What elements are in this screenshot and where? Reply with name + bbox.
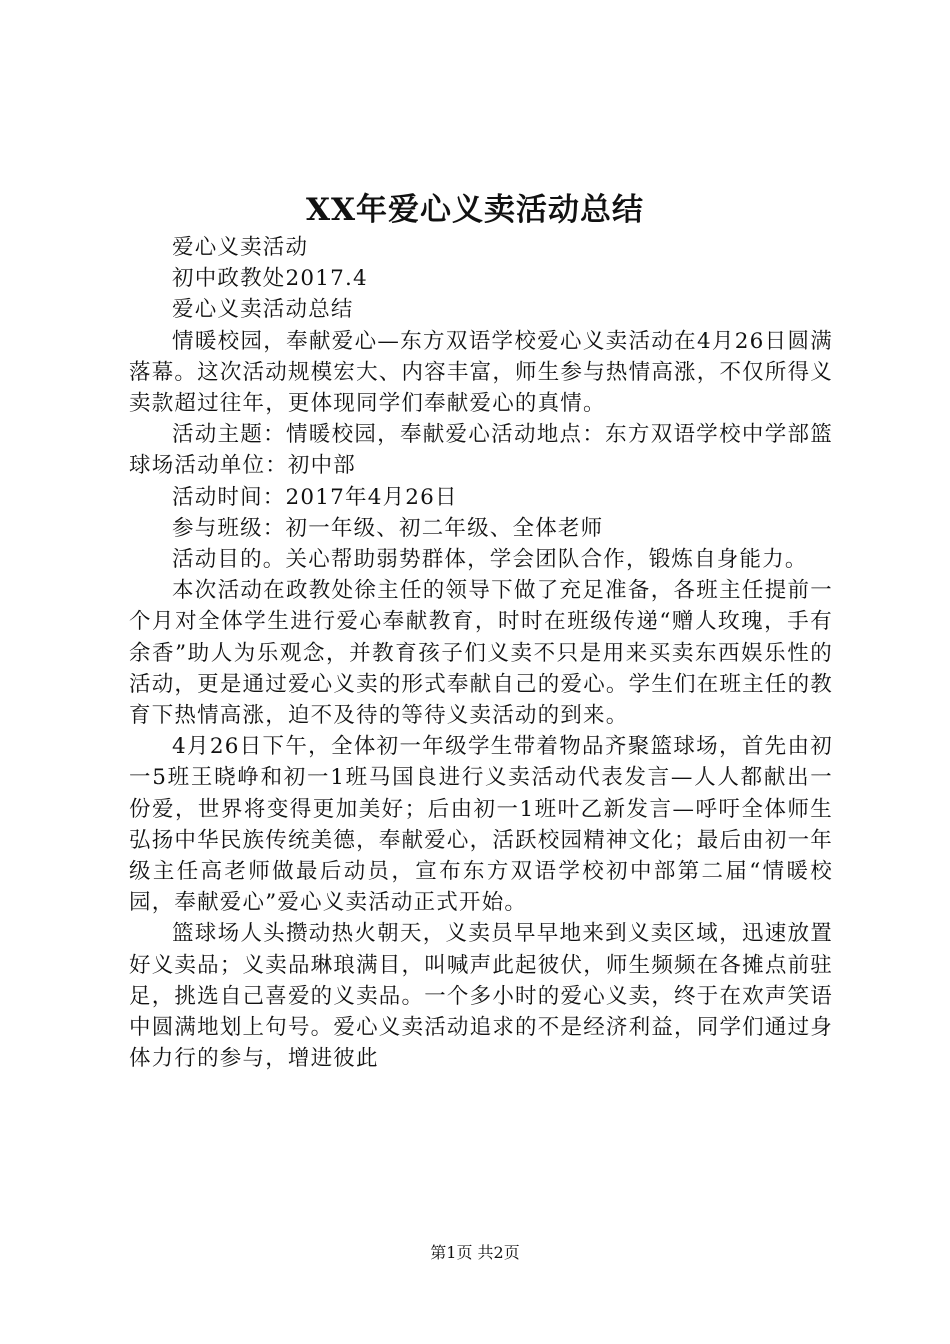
paragraph-11: 篮球场人头攒动热火朝天，义卖员早早地来到义卖区域，迅速放置好义卖品；义卖品琳琅满目，叫喊声此起彼伏，师生频频在各摊点前驻足，挑选自己喜爱的义卖品。一个多小时的爱心义卖，终于在欢声笑语中圆满地划上句号。爱心义卖活动追求的不是经济利益，同学们通过身体力行的参与，增进彼此 (129, 921, 833, 1072)
paragraph-9: 本次活动在政教处徐主任的领导下做了充足准备，各班主任提前一个月对全体学生进行爱心奉献教育，时时在班级传递“赠人玫瑰，手有余香”助人为乐观念，并教育孩子们义卖不只是用来买卖东西娱乐性的活动，更是通过爱心义卖的形式奉献自己的爱心。学生们在班主任的教育下热情高涨，迫不及待的等待义卖活动的到来。 (129, 578, 833, 729)
paragraph-1: 爱心义卖活动 (172, 235, 309, 260)
paragraph-6: 活动时间：2017年4月26日 (172, 484, 458, 510)
document-body (129, 232, 833, 1074)
paragraph-2: 初中政教处2017.4 (172, 266, 368, 292)
page-footer: 第1页 共2页 (430, 1243, 520, 1262)
document-title: XX年爱心义卖活动总结 (305, 192, 645, 228)
paragraph-8: 活动目的。关心帮助弱势群体，学会团队合作，锻炼自身能力。 (172, 547, 808, 573)
paragraph-7: 参与班级：初一年级、初二年级、全体老师 (172, 515, 604, 541)
paragraph-4: 情暖校园，奉献爱心—东方双语学校爱心义卖活动在4月26日圆满落幕。这次活动规模宏大、内容丰富，师生参与热情高涨，不仅所得义卖款超过往年，更体现同学们奉献爱心的真情。 (129, 328, 833, 417)
paragraph-10: 4月26日下午，全体初一年级学生带着物品齐聚篮球场，首先由初一5班王晓峥和初一1班马国良进行义卖活动代表发言—人人都献出一份爱，世界将变得更加美好；后由初一1班叶乙新发言—呼吁全体师生弘扬中华民族传统美德，奉献爱心，活跃校园精神文化；最后由初一年级主任高老师做最后动员，宣布东方双语学校初中部第二届“情暖校园，奉献爱心”爱心义卖活动正式开始。 (129, 734, 833, 916)
paragraph-5: 活动主题：情暖校园，奉献爱心活动地点：东方双语学校中学部篮球场活动单位：初中部 (129, 422, 833, 479)
paragraph-3: 爱心义卖活动总结 (172, 297, 354, 323)
